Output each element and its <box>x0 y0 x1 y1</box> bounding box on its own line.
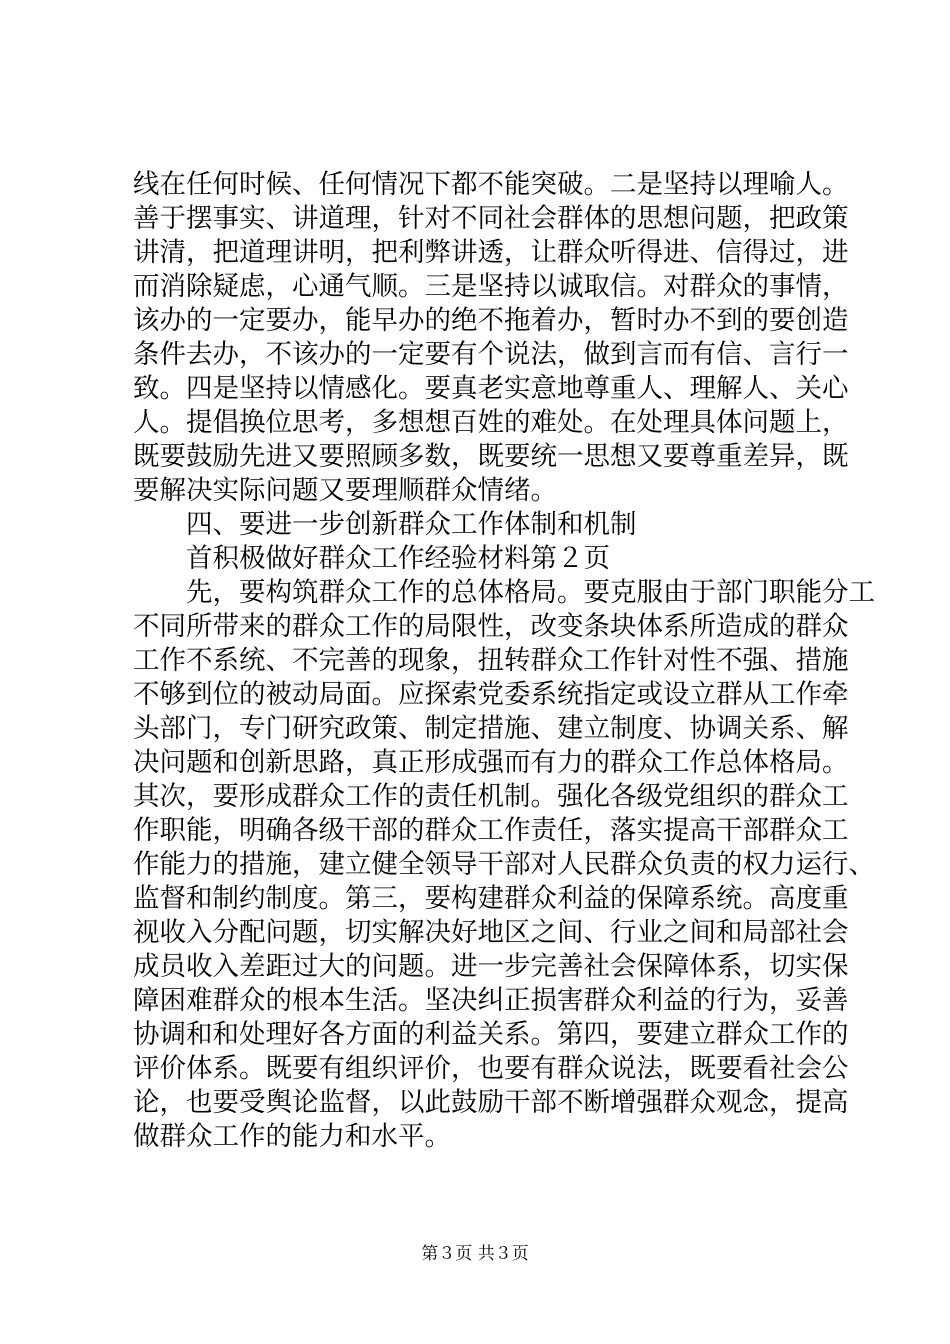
text-line: 致。四是坚持以情感化。要真老实意地尊重人、理解人、关心 <box>133 373 849 404</box>
text-line: 障困难群众的根本生活。坚决纠正损害群众利益的行为，妥善 <box>133 985 849 1016</box>
text-line: 不同所带来的群众工作的局限性，改变条块体系所造成的群众 <box>133 611 849 642</box>
text-line: 人。提倡换位思考，多想想百姓的难处。在处理具体问题上， <box>133 407 849 438</box>
body-text <box>133 168 875 1154</box>
text-line: 决问题和创新思路，真正形成强而有力的群众工作总体格局。 <box>133 747 849 778</box>
page-footer: 第３页 共３页 <box>421 1244 529 1264</box>
text-line: 协调和和处理好各方面的利益关系。第四，要建立群众工作的 <box>133 1019 849 1050</box>
text-line: 讲清，把道理讲明，把利弊讲透，让群众听得进、信得过，进 <box>133 237 849 268</box>
text-line: 首积极做好群众工作经验材料第２页 <box>186 543 610 574</box>
section-heading: 四、要进一步创新群众工作体制和机制 <box>186 509 637 540</box>
text-line: 作能力的措施，建立健全领导干部对人民群众负责的权力运行、 <box>133 849 875 880</box>
text-line: 条件去办，不该办的一定要有个说法，做到言而有信、言行一 <box>133 339 849 370</box>
text-line: 既要鼓励先进又要照顾多数，既要统一思想又要尊重差异，既 <box>133 441 849 472</box>
text-line: 其次，要形成群众工作的责任机制。强化各级党组织的群众工 <box>133 781 849 812</box>
text-line: 而消除疑虑，心通气顺。三是坚持以诚取信。对群众的事情， <box>133 271 849 302</box>
text-line: 善于摆事实、讲道理，针对不同社会群体的思想问题，把政策 <box>133 203 849 234</box>
text-line: 头部门，专门研究政策、制定措施、建立制度、协调关系、解 <box>133 713 849 744</box>
text-line: 监督和制约制度。第三，要构建群众利益的保障系统。高度重 <box>133 883 849 914</box>
text-line: 作职能，明确各级干部的群众工作责任，落实提高干部群众工 <box>133 815 849 846</box>
text-line: 线在任何时候、任何情况下都不能突破。二是坚持以理喻人。 <box>133 169 849 200</box>
text-line: 不够到位的被动局面。应探索党委系统指定或设立群从工作牵 <box>133 679 849 710</box>
text-line: 该办的一定要办，能早办的绝不拖着办，暂时办不到的要创造 <box>133 305 849 336</box>
text-line: 工作不系统、不完善的现象，扭转群众工作针对性不强、措施 <box>133 645 849 676</box>
text-line: 先，要构筑群众工作的总体格局。要克服由于部门职能分工 <box>186 577 875 608</box>
text-line: 做群众工作的能力和水平。 <box>133 1121 451 1152</box>
text-line: 评价体系。既要有组织评价，也要有群众说法，既要看社会公 <box>133 1053 849 1084</box>
text-line: 成员收入差距过大的问题。进一步完善社会保障体系，切实保 <box>133 951 849 982</box>
text-line: 论，也要受舆论监督，以此鼓励干部不断增强群众观念，提高 <box>133 1087 849 1118</box>
text-line: 要解决实际问题又要理顺群众情绪。 <box>133 475 557 506</box>
text-line: 视收入分配问题，切实解决好地区之间、行业之间和局部社会 <box>133 917 849 948</box>
